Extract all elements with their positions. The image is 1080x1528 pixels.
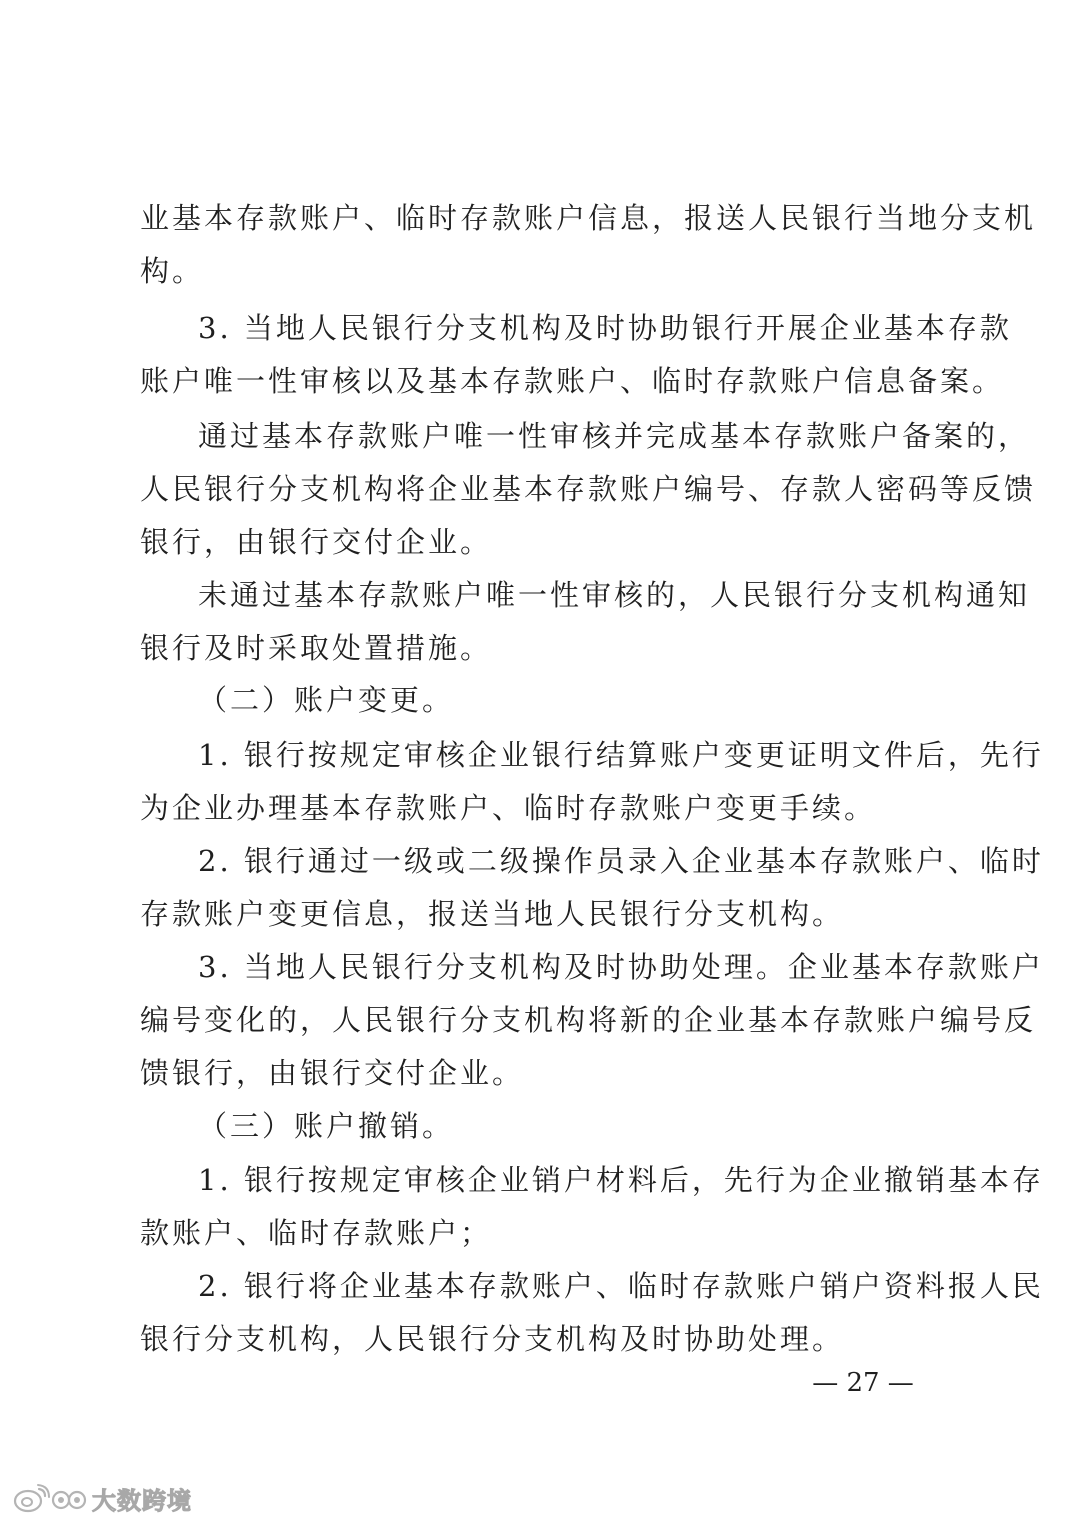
text-line: 业基本存款账户、临时存款账户信息，报送人民银行当地分支机 <box>140 201 1037 235</box>
text-line: 未通过基本存款账户唯一性审核的，人民银行分支机构通知 <box>198 578 1031 612</box>
text-line: 1. 银行按规定审核企业销户材料后，先行为企业撤销基本存 <box>198 1163 1044 1197</box>
text-line: 人民银行分支机构将企业基本存款账户编号、存款人密码等反馈 <box>140 472 1037 506</box>
text-line: 银行分支机构，人民银行分支机构及时协助处理。 <box>140 1322 845 1356</box>
text-line: 3. 当地人民银行分支机构及时协助银行开展企业基本存款 <box>198 311 1012 345</box>
section-heading: （二）账户变更。 <box>198 683 455 717</box>
page-number: — 27 — <box>812 1368 914 1398</box>
text-line: 编号变化的，人民银行分支机构将新的企业基本存款账户编号反 <box>140 1003 1037 1037</box>
watermark <box>12 1478 192 1518</box>
text-line: 3. 当地人民银行分支机构及时协助处理。企业基本存款账户 <box>198 950 1044 984</box>
text-line: 1. 银行按规定审核企业银行结算账户变更证明文件后，先行 <box>198 738 1044 772</box>
text-line: 账户唯一性审核以及基本存款账户、临时存款账户信息备案。 <box>140 364 1005 398</box>
text-line: 款账户、临时存款账户； <box>140 1216 493 1250</box>
weibo-style-logo-icon <box>12 1482 86 1514</box>
text-line: 为企业办理基本存款账户、临时存款账户变更手续。 <box>140 791 877 825</box>
watermark-text: 大数跨境 <box>92 1486 192 1515</box>
text-line: 存款账户变更信息，报送当地人民银行分支机构。 <box>140 897 845 931</box>
text-line: 2. 银行通过一级或二级操作员录入企业基本存款账户、临时 <box>198 844 1044 878</box>
text-line: 2. 银行将企业基本存款账户、临时存款账户销户资料报人民 <box>198 1269 1044 1303</box>
text-line: 银行，由银行交付企业。 <box>140 525 493 559</box>
text-line: 馈银行，由银行交付企业。 <box>140 1056 525 1090</box>
text-line: 通过基本存款账户唯一性审核并完成基本存款账户备案的， <box>198 419 1031 453</box>
text-line: 构。 <box>140 254 205 288</box>
section-heading: （三）账户撤销。 <box>198 1109 455 1143</box>
text-line: 银行及时采取处置措施。 <box>140 631 493 665</box>
